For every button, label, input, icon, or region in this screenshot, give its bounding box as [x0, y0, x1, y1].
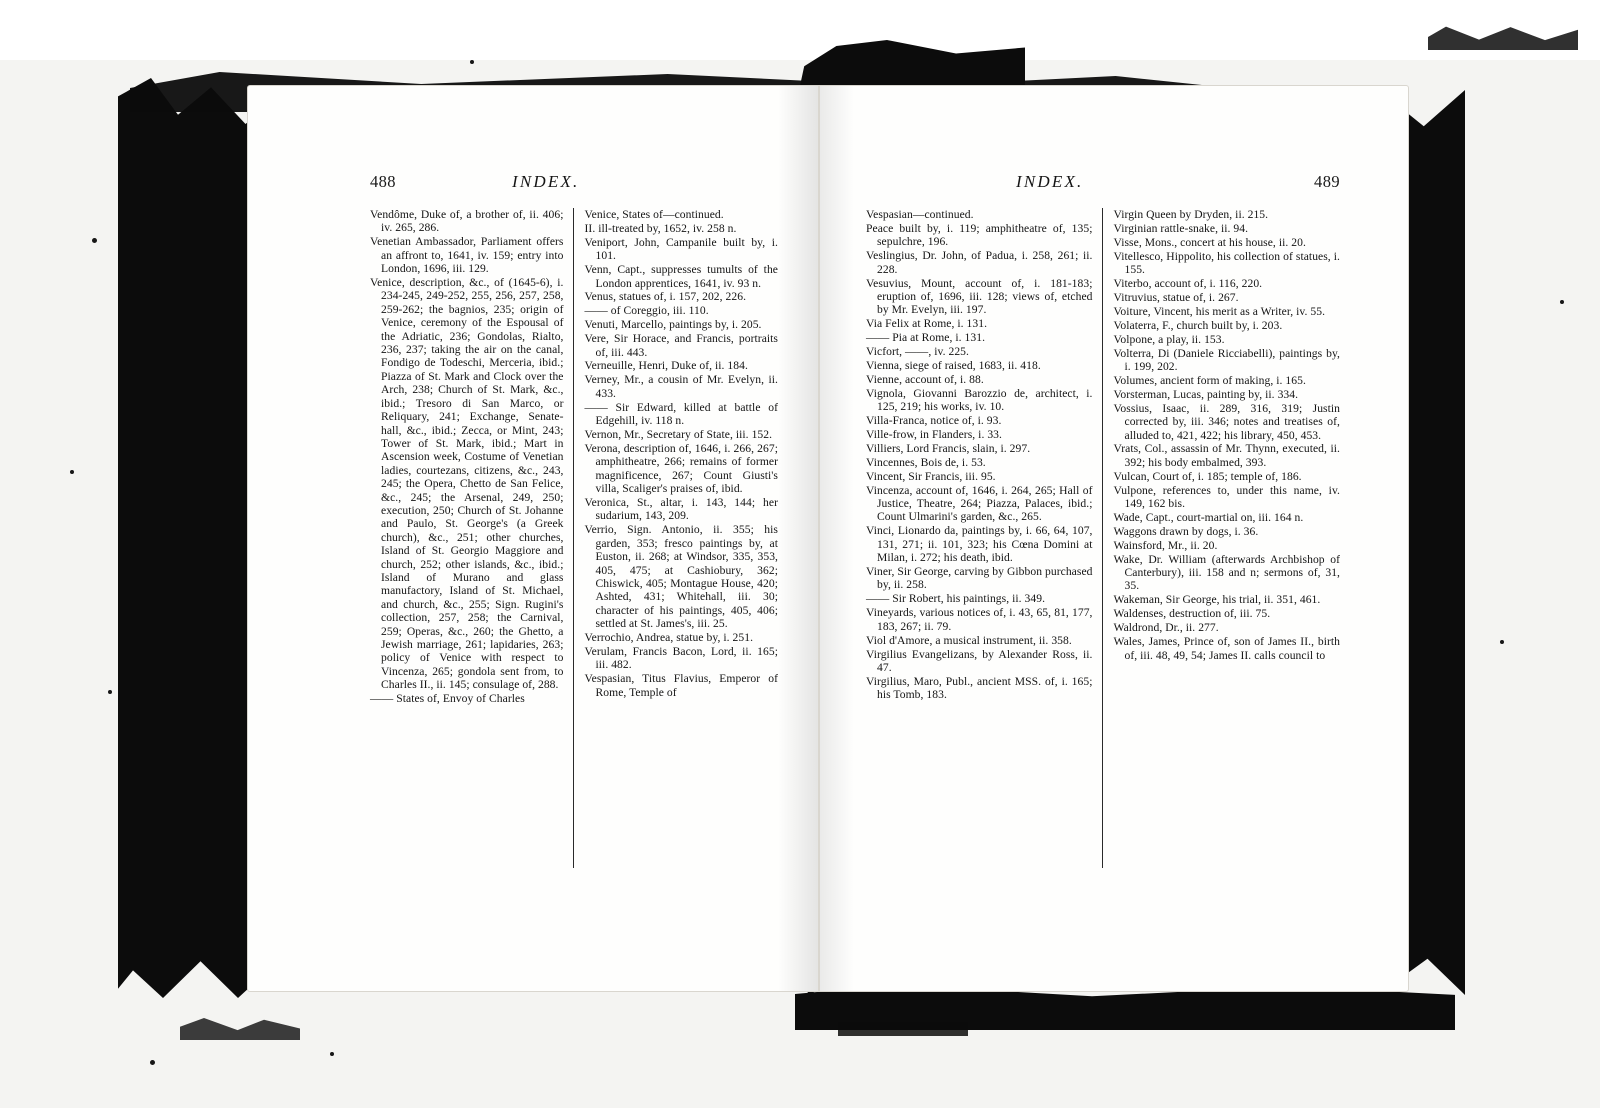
index-entry: Vienna, siege of raised, 1683, ii. 418.	[866, 358, 1041, 372]
index-entry: Viner, Sir George, carving by Gibbon purchased by, ii. 258.	[866, 565, 1093, 592]
scan-speck	[470, 60, 474, 64]
index-entry: Peace built by, i. 119; amphitheatre of, 135; sepulchre, 196.	[866, 221, 1093, 249]
index-entry: Wade, Capt., court-martial on, iii. 164 n.	[1113, 510, 1304, 524]
index-entry: Wales, James, Prince of, son of James II., birth of, iii. 48, 49, 54; James II. calls council to	[1113, 635, 1340, 662]
index-entry: Volpone, a play, ii. 153.	[1113, 332, 1225, 346]
right-page-header	[866, 172, 1340, 198]
right-page	[820, 86, 1408, 991]
index-entry: Venetian Ambassador, Parliament offers an affront to, 1641, iv. 159; entry into London, 1696, iii. 129.	[370, 235, 564, 276]
index-entry: —— Pia at Rome, i. 131.	[866, 331, 986, 345]
index-entry: Venn, Capt., suppresses tumults of the London apprentices, 1641, iv. 93 n.	[584, 263, 778, 290]
scan-speck	[1560, 300, 1564, 304]
index-entry: Verona, description of, 1646, i. 266, 267; amphitheatre, 266; remains of former magnificence, 267; Count Giusti's villa, Scaliger's praises of, ibid.	[584, 441, 778, 496]
index-entry: Venice, description, &c., of (1645-6), i. 234-245, 249-252, 255, 256, 257, 258, 259-262; the bagnios, 235; origin of Venice, ceremony of the Espousal of the Adriatic, 236; Gondolas, Rialto, 236, 237; taking the air on the canal, Fondigo de Todeschi, Merceria, ibid.; Piazza of St. Mark and Clock over the Arch, 238; Church of St. Mark, &c., ibid.; Tresoro di San Marco, or Reliquary, 241; Exchange, Senate-hall, &c., ibid.; Zecca, or Mint, 243; Tower of St. Mark, ibid.; Mart in Ascension week, Costume of Venetian ladies, courtezans, citizens, &c., 243, 245; the Opera, Chetto de San Felice, &c., 245; the Arsenal, 249, 250; execution, 250; Church of St. Johanne and Paulo, St. George's (a Greek church), &c., 251; other churches, Island of St. Georgio Maggiore and church, 252; other islands, &c., ibid.; Island of Murano and glass manufactory, Island of St. Michael, and church, &c., 255; Sign. Rugini's collection, 257, 258; the Carnival, 259; Operas, &c., 260; the Ghetto, a Jewish marriage, 261; lapidaries, 263; policy of Venice with respect to Vincenza, 265; gondola sent from, to Charles II., ii. 145; consulage of, 288.	[370, 276, 564, 692]
index-entry: Via Felix at Rome, i. 131.	[866, 317, 988, 331]
index-entry: Virgin Queen by Dryden, ii. 215.	[1113, 208, 1269, 221]
index-entry: Vienne, account of, i. 88.	[866, 372, 984, 386]
index-entry: Virginian rattle-snake, ii. 94.	[1113, 221, 1249, 235]
scan-shadow-left	[118, 78, 268, 998]
right-page-columns	[866, 208, 1340, 868]
index-entry: Vitruvius, statue of, i. 267.	[1113, 290, 1239, 304]
right-page-gutter-shadow	[820, 86, 854, 991]
running-head-left: INDEX.	[512, 172, 580, 191]
right-page-textblock	[866, 172, 1340, 931]
index-entry: Vineyards, various notices of, i. 43, 65, 81, 177, 183, 267; ii. 79.	[866, 606, 1093, 633]
index-entry: Waldrond, Dr., ii. 277.	[1113, 621, 1219, 635]
scan-speck	[150, 1060, 155, 1065]
index-entry: Venus, statues of, i. 157, 202, 226.	[584, 290, 747, 304]
scan-top-white-margin	[0, 0, 1600, 60]
scan-speck	[108, 690, 112, 694]
index-entry: Visse, Mons., concert at his house, ii. 20.	[1113, 235, 1306, 249]
index-entry: Wakeman, Sir George, his trial, ii. 351, 461.	[1113, 593, 1321, 607]
index-entry: Verney, Mr., a cousin of Mr. Evelyn, ii. 433.	[584, 373, 778, 400]
index-entry: Vesuvius, Mount, account of, i. 181-183; eruption of, 1696, iii. 128; views of, etched by Mr. Evelyn, iii. 197.	[866, 276, 1093, 317]
index-entry: Viterbo, account of, i. 116, 220.	[1113, 277, 1263, 291]
index-entry: Volterra, Di (Daniele Ricciabelli), paintings by, i. 199, 202.	[1113, 346, 1340, 373]
page-number-right: 489	[1314, 172, 1340, 191]
index-entry: Volumes, ancient form of making, i. 165.	[1113, 373, 1306, 387]
index-entry: Vinci, Lionardo da, paintings by, i. 66, 64, 107, 131, 271; ii. 101, 323; his Cœna Domini at Milan, i. 272; his death, ibid.	[866, 524, 1093, 565]
index-entry: —— of Coreggio, iii. 110.	[584, 304, 709, 318]
scan-speck	[70, 470, 74, 474]
left-column-2	[573, 208, 779, 868]
index-entry: Vespasian, Titus Flavius, Emperor of Rome, Temple of	[584, 672, 778, 699]
index-entry: Villa-Franca, notice of, i. 93.	[866, 414, 1002, 428]
scan-speck	[92, 238, 97, 243]
index-entry: Volaterra, F., church built by, i. 203.	[1113, 318, 1283, 332]
left-page-textblock	[370, 172, 778, 931]
index-entry: Vorsterman, Lucas, painting by, ii. 334.	[1113, 387, 1299, 401]
index-entry: Ville-frow, in Flanders, i. 33.	[866, 428, 1002, 441]
index-entry: Wainsford, Mr., ii. 20.	[1113, 538, 1218, 552]
index-entry: Wake, Dr. William (afterwards Archbishop of Canterbury), iii. 158 and n; sermons of, 31, 35.	[1113, 552, 1340, 593]
index-entry: Vincennes, Bois de, i. 53.	[866, 455, 986, 469]
index-entry: Vulpone, references to, under this name, iv. 149, 162 bis.	[1113, 483, 1340, 511]
index-entry: Virgilius, Maro, Publ., ancient MSS. of, i. 165; his Tomb, 183.	[866, 674, 1093, 702]
index-entry: Vespasian—continued.	[866, 208, 974, 221]
index-entry: II. ill-treated by, 1652, iv. 258 n.	[584, 221, 737, 235]
index-entry: Voiture, Vincent, his merit as a Writer, iv. 55.	[1113, 304, 1326, 318]
index-entry: Vere, Sir Horace, and Francis, portraits of, iii. 443.	[584, 332, 778, 359]
scan-speck	[1500, 640, 1504, 644]
left-page-gutter-shadow	[778, 86, 818, 991]
index-entry: Vignola, Giovanni Barozzio de, architect, i. 125, 219; his works, iv. 10.	[866, 386, 1093, 414]
scan-speck-cluster-bottom-center	[838, 1022, 968, 1036]
index-entry: Virgilius Evangelizans, by Alexander Ross, ii. 47.	[866, 647, 1093, 674]
index-entry: Vincent, Sir Francis, iii. 95.	[866, 469, 996, 483]
index-entry: Vitellesco, Hippolito, his collection of statues, i. 155.	[1113, 249, 1340, 277]
left-page-columns	[370, 208, 778, 868]
index-entry: —— States of, Envoy of Charles	[370, 692, 525, 706]
index-entry: Veronica, St., altar, i. 143, 144; her sudarium, 143, 209.	[584, 496, 778, 523]
right-column-1	[866, 208, 1102, 868]
open-book	[248, 86, 1408, 991]
scan-speck-cluster-bottom-left	[180, 1018, 300, 1040]
index-entry: Verulam, Francis Bacon, Lord, ii. 165; iii. 482.	[584, 645, 778, 672]
index-entry: Waggons drawn by dogs, i. 36.	[1113, 524, 1259, 538]
index-entry: Vernon, Mr., Secretary of State, iii. 152.	[584, 428, 773, 441]
index-entry: Verrochio, Andrea, statue by, i. 251.	[584, 631, 754, 645]
left-page-header	[370, 172, 778, 198]
index-entry: Villiers, Lord Francis, slain, i. 297.	[866, 441, 1031, 455]
index-entry: —— Sir Robert, his paintings, ii. 349.	[866, 592, 1046, 606]
left-column-1	[370, 208, 573, 868]
page-number-left: 488	[370, 172, 396, 191]
index-entry: Viol d'Amore, a musical instrument, ii. 358.	[866, 633, 1072, 647]
scan-speck-cluster-bottom-center-2	[1010, 1018, 1070, 1030]
index-entry: Vicfort, ——, iv. 225.	[866, 345, 969, 359]
scan-speck	[330, 1052, 334, 1056]
index-entry: Verrio, Sign. Antonio, ii. 355; his garden, 353; fresco paintings by, at Euston, ii. 268; at Windsor, 335, 353, 405, 475; at Cashiobury, 362; Chiswick, 405; Montague House, 420; Ashted, 431; Whitehall, iii. 30; character of his paintings, 405, 406; settled at St. James's, iii. 25.	[584, 523, 778, 631]
index-entry: Veslingius, Dr. John, of Padua, i. 258, 261; ii. 228.	[866, 249, 1093, 276]
index-entry: Vrats, Col., assassin of Mr. Thynn, executed, ii. 392; his body embalmed, 393.	[1113, 442, 1340, 469]
index-entry: Vulcan, Court of, i. 185; temple of, 186.	[1113, 469, 1302, 483]
index-entry: Waldenses, destruction of, iii. 75.	[1113, 607, 1271, 621]
index-entry: Vossius, Isaac, ii. 289, 316, 319; Justin corrected by, iii. 346; notes and treatises of, alluded to, 421, 422; his library, 450, 453.	[1113, 401, 1340, 442]
index-entry: Venice, States of—continued.	[584, 208, 724, 221]
index-entry: Vendôme, Duke of, a brother of, ii. 406; iv. 265, 286.	[370, 208, 564, 235]
right-column-2	[1102, 208, 1341, 868]
index-entry: Venuti, Marcello, paintings by, i. 205.	[584, 318, 762, 332]
left-page	[248, 86, 818, 991]
index-entry: —— Sir Edward, killed at battle of Edgehill, iv. 118 n.	[584, 400, 778, 428]
index-entry: Vincenza, account of, 1646, i. 264, 265; Hall of Justice, Theatre, 264; Piazza, Palaces, ibid.; Count Ulmarini's garden, &c., 265.	[866, 483, 1093, 524]
index-entry: Veniport, John, Campanile built by, i. 101.	[584, 235, 778, 263]
running-head-right: INDEX.	[1016, 172, 1084, 191]
index-entry: Verneuille, Henri, Duke of, ii. 184.	[584, 359, 748, 373]
